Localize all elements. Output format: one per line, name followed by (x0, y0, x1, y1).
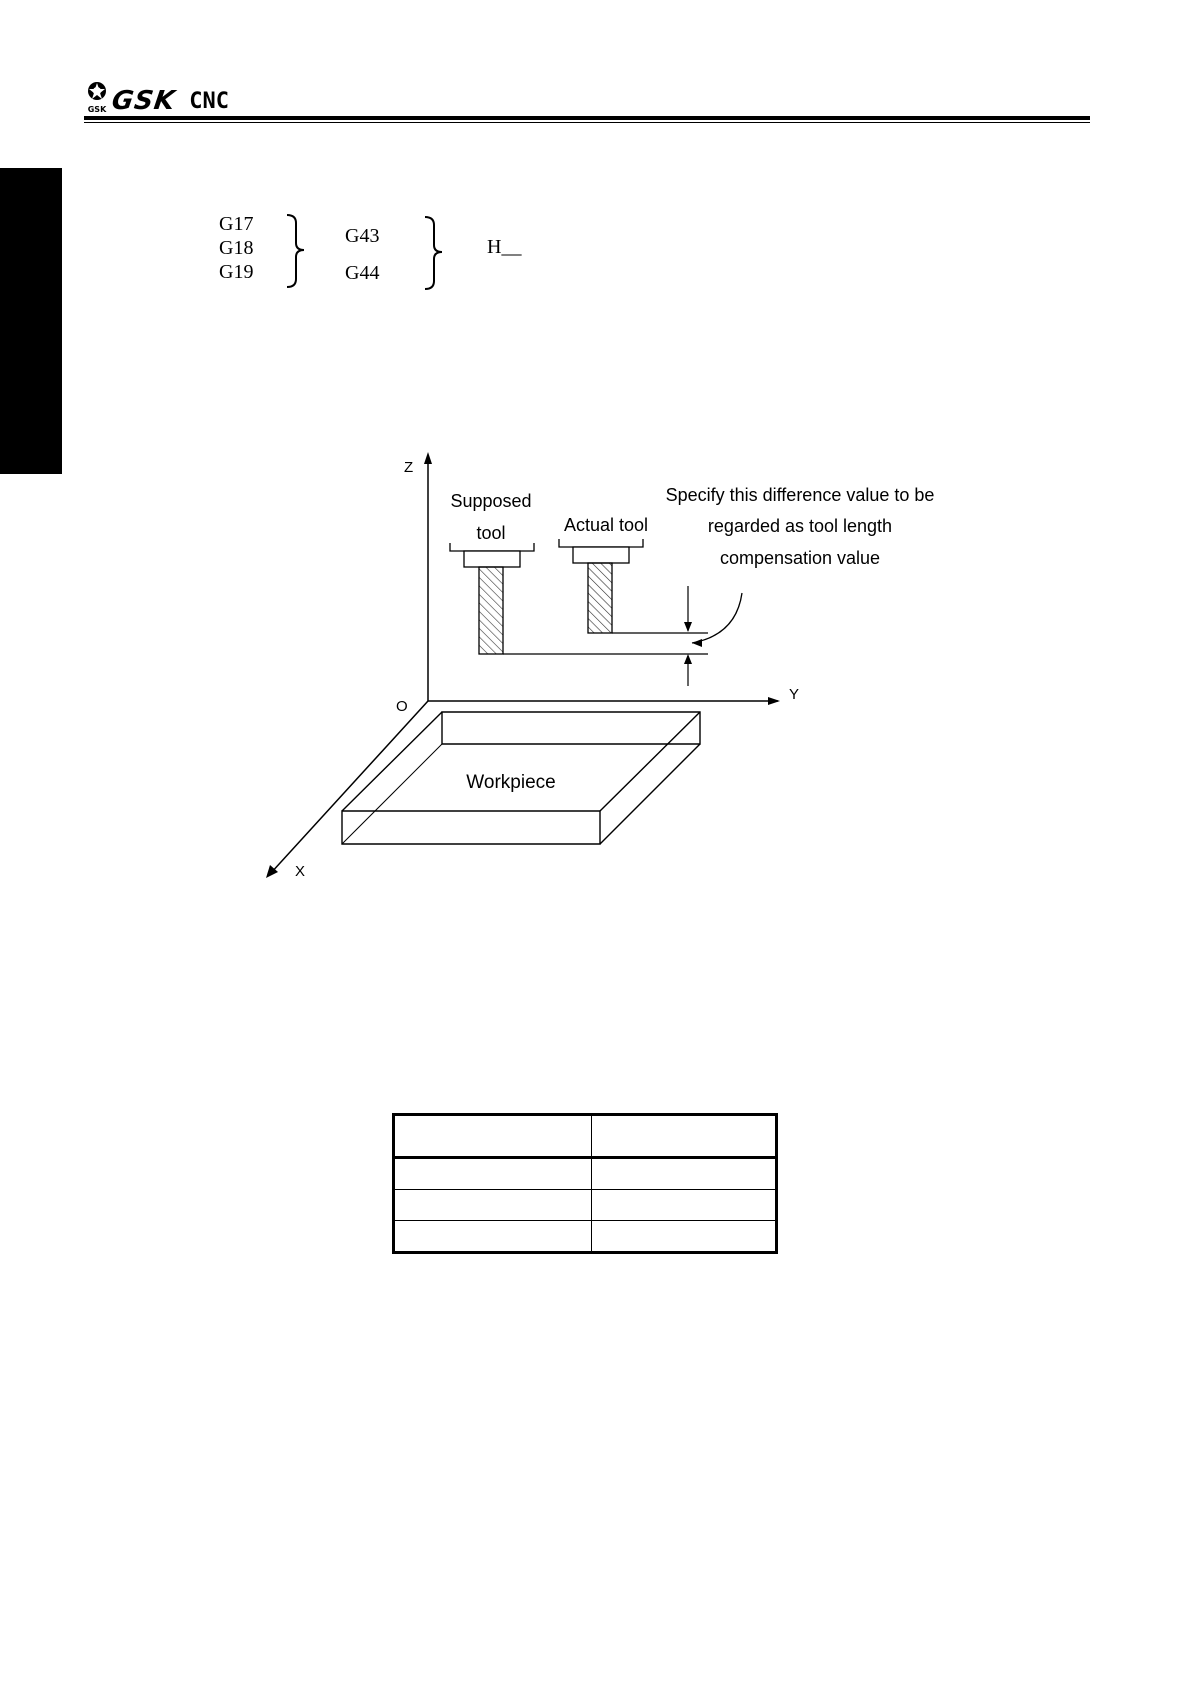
note-line-1: Specify this difference value to be (665, 485, 935, 505)
header-rule-thick (84, 116, 1090, 120)
supposed-tool-body (479, 567, 503, 654)
origin-label: O (396, 698, 408, 715)
table-cell (394, 1221, 592, 1253)
table-cell (592, 1158, 777, 1190)
offset-word-h: H__ (487, 236, 522, 258)
command-format (200, 205, 580, 295)
code-g43: G43 (345, 225, 380, 247)
table-cell (592, 1221, 777, 1253)
code-g44: G44 (345, 262, 380, 284)
plane-g17: G17 (219, 213, 254, 235)
table-header-cell (592, 1115, 777, 1158)
right-brace-1 (284, 213, 314, 289)
table-cell (394, 1190, 592, 1221)
actual-tool-body (588, 563, 612, 633)
workpiece-label: Workpiece (466, 772, 556, 793)
plane-g18: G18 (219, 237, 254, 259)
note-leader-line (692, 593, 742, 643)
parameter-table (392, 1113, 778, 1254)
actual-tool-label: Actual tool (563, 515, 649, 535)
y-axis-label: Y (789, 686, 800, 703)
z-axis-label: Z (404, 459, 414, 476)
note-leader-arrow (692, 639, 702, 647)
header-rule-thin (84, 122, 1090, 123)
right-brace-2 (422, 215, 452, 291)
brand-small-text: GSK (87, 105, 107, 114)
z-axis-arrow (424, 452, 432, 464)
brand-name: GSK (109, 86, 178, 116)
page-header (84, 80, 1090, 124)
x-axis-label: X (295, 863, 306, 880)
product-name: CNC (189, 89, 229, 114)
y-axis-arrow (768, 697, 780, 705)
supposed-tool-label-1: Supposed (450, 491, 532, 511)
table-row (394, 1221, 777, 1253)
plane-g19: G19 (219, 261, 254, 283)
tool-length-diagram (258, 450, 958, 890)
table-header-row (394, 1115, 777, 1158)
table-cell (592, 1190, 777, 1221)
supposed-tool-collet (464, 551, 520, 567)
chapter-side-tab (0, 168, 62, 474)
note-line-2: regarded as tool length (707, 516, 893, 536)
table-cell (394, 1158, 592, 1190)
note-line-3: compensation value (719, 548, 881, 568)
dimension-top-arrow (684, 622, 692, 632)
table-row (394, 1158, 777, 1190)
dimension-bottom-arrow (684, 654, 692, 664)
actual-tool-holder (559, 539, 643, 547)
table-header-cell (394, 1115, 592, 1158)
actual-tool-collet (573, 547, 629, 563)
supposed-tool-label-2: tool (476, 523, 506, 543)
supposed-tool-holder (450, 543, 534, 551)
x-axis-line (270, 701, 428, 874)
table-row (394, 1190, 777, 1221)
brand-logo (84, 80, 229, 114)
gsk-logo-icon (84, 80, 110, 114)
